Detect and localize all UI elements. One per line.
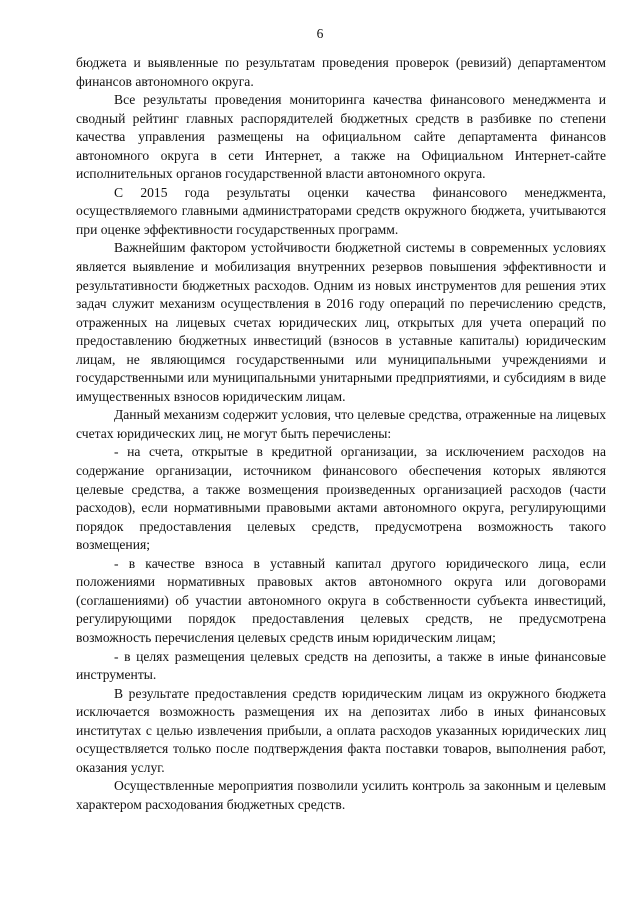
- paragraph-monitoring-results: Все результаты проведения мониторинга качества финансового менеджмента и сводный рейтинг главных распорядителей бюджетных средств в разбивке по степени качества управления размещены на официальном сайте департамента финансов автономного округа в сети Интернет, а также на Официальном Интернет-сайте исполнительных органов государственной власти автономного округа.: [76, 92, 606, 182]
- paragraph-conclusion: Осуществленные мероприятия позволили усилить контроль за законным и целевым характером расходования бюджетных средств.: [76, 778, 606, 812]
- list-item-deposits: - в целях размещения целевых средств на депозиты, а также в иные финансовые инструменты.: [76, 648, 606, 683]
- list-item-capital-contribution: - в качестве взноса в уставный капитал другого юридического лица, если положениями нормативных правовых актов автономного округа или договорами (соглашениями) об участии автономного округа в собственности субъекта инвестиций, регулирующими порядок предоставления целевых средств, не предусмотрена возможность перечисления целевых средств иным юридическим лицам;: [76, 555, 606, 645]
- paragraph-result: В результате предоставления средств юридическим лицам из окружного бюджета исключается возможность размещения их на депозитах либо в иных финансовых институтах с целью извлечения прибыли, а оплата расходов указанных юридических лиц осуществляется только после подтверждения факта поставки товаров, выполнения работ, оказания услуг.: [76, 685, 606, 775]
- paragraph-reserves-mechanism: Важнейшим фактором устойчивости бюджетной системы в современных условиях является выявление и мобилизация внутренних резервов повышения эффективности и результативности бюджетных расходов. Одним из новых инструментов для решения этих задач служит механизм осуществления в 2016 году операций по перечислению средств, отраженных на лицевых счетах юридических лиц, открытых для учета операций по предоставлению бюджетных инвестиций (взносов в уставные капиталы) юридическим лицам, не являющимся государственными или муниципальными учреждениями и государственными или муниципальными унитарными предприятиями, и субсидиям в виде имущественных взносов юридическим лицам.: [76, 240, 606, 404]
- paragraph-continuation: бюджета и выявленные по результатам проведения проверок (ревизий) департаментом финансов автономного округа.: [76, 55, 606, 89]
- document-body: [76, 54, 606, 814]
- list-item-credit-accounts: - на счета, открытые в кредитной организации, за исключением расходов на содержание организации, источником финансового обеспечения которых являются целевые средства, а также возмещения произведенных организацией расходов (части расходов), если нормативными правовыми актами автономного округа, регулирующими порядок предоставления целевых средств, предусмотрена возможность такого возмещения;: [76, 444, 606, 553]
- paragraph-mechanism-conditions: Данный механизм содержит условия, что целевые средства, отраженные на лицевых счетах юридических лиц, не могут быть перечислены:: [76, 407, 606, 441]
- page-number: 6: [316, 26, 324, 41]
- paragraph-2015-evaluation: С 2015 года результаты оценки качества финансового менеджмента, осуществляемого главными администраторами средств окружного бюджета, учитываются при оценке эффективности государственных программ.: [76, 184, 606, 237]
